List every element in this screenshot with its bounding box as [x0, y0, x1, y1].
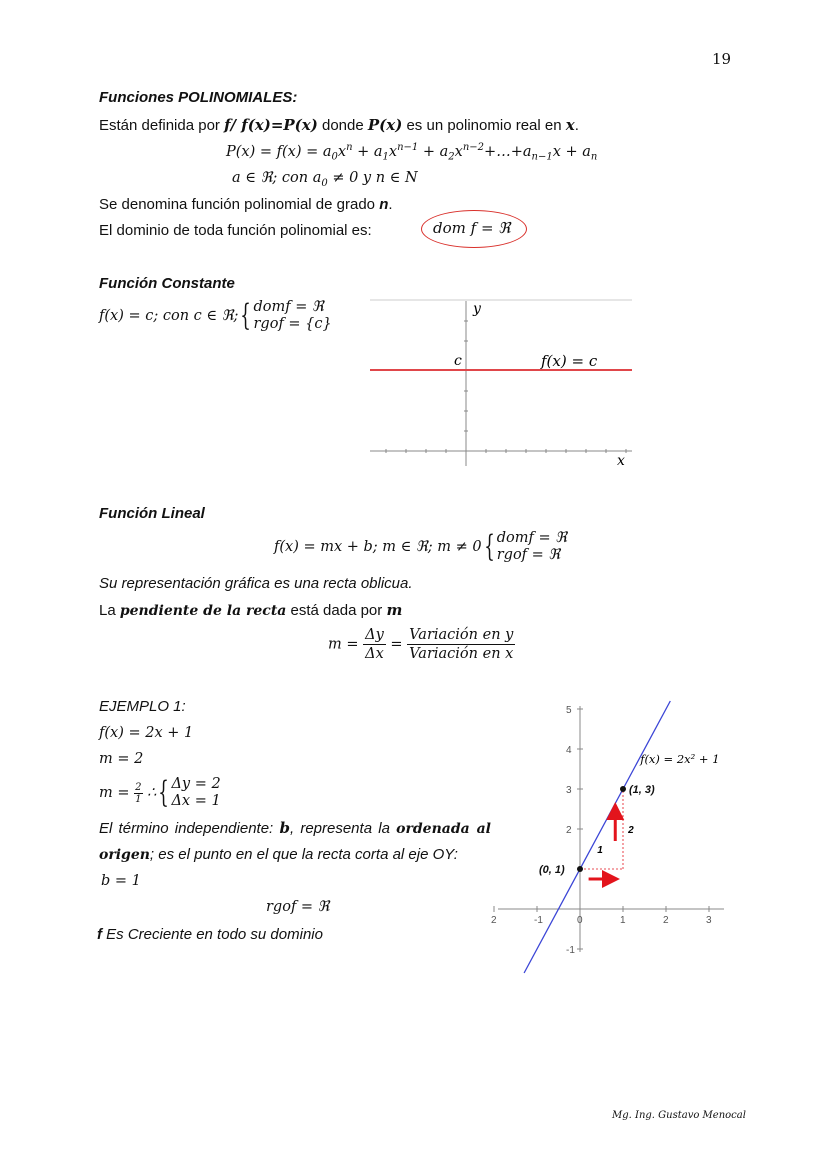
x-tick-label: 2	[491, 915, 497, 926]
x-tick-label: 0	[577, 915, 583, 926]
pendiente-text	[99, 601, 402, 619]
oblicua-text: Su representación gráfica es una recta oblicua.	[99, 575, 413, 592]
term-ordenada: ordenada al	[396, 821, 491, 837]
lineal-rg: rgof = ℜ	[496, 547, 561, 563]
ejemplo-f: f(x) = 2x + 1	[99, 725, 194, 741]
function-label: f(x) = 2x² + 1	[640, 752, 720, 766]
intro-text-mid: donde	[317, 117, 368, 134]
point-label: (1, 3)	[629, 784, 655, 796]
formula-lhs: P(x) = f(x) = a	[226, 143, 332, 160]
y-tick-label: -1	[566, 945, 575, 956]
delta-y-label: 2	[628, 825, 634, 836]
grado-text	[99, 196, 393, 213]
lineal-f: f(x) = mx + b; m ∈ ℜ; m ≠ 0	[274, 539, 482, 555]
equals: =	[390, 636, 403, 653]
linear-function-chart	[491, 700, 728, 962]
termino-line-2	[99, 846, 458, 863]
x-tick-label: 3	[706, 915, 712, 926]
pend-m: m	[386, 601, 403, 619]
m-num: 2	[135, 781, 142, 793]
condition-text: a ∈ ℜ; con a	[232, 170, 322, 186]
lineal-dom: domf = ℜ	[496, 530, 568, 546]
y-tick-label: 2	[566, 825, 572, 836]
section-title-lineal: Función Lineal	[99, 505, 205, 522]
polinomial-intro	[99, 116, 579, 134]
constante-f: f(x) = c; con c ∈ ℜ;	[99, 308, 239, 324]
ejemplo-m-fraction	[99, 776, 221, 810]
section-title-polinomiales: Funciones POLINOMIALES:	[99, 89, 298, 106]
footer-author: Mg. Ing. Gustavo Menocal	[612, 1110, 746, 1121]
ejemplo-title: EJEMPLO 1:	[99, 698, 186, 715]
m-den: 1	[135, 793, 142, 805]
pend-mid: está dada por	[286, 602, 387, 619]
condition-rest: ≠ 0 y n ∈ N	[327, 170, 418, 186]
m-eq: m =	[328, 636, 359, 653]
pend-pre: La	[99, 602, 120, 619]
creciente-rest: Es Creciente en todo su dominio	[102, 926, 323, 943]
pend-bold: pendiente de la recta	[119, 603, 287, 619]
grado-n: n	[379, 196, 389, 213]
constante-dom: domf = ℜ	[253, 299, 324, 315]
intro-x: x	[565, 116, 575, 134]
brace: {	[158, 775, 170, 810]
x-tick-label: 2	[663, 915, 669, 926]
f-label: f(x) = c	[541, 352, 598, 370]
termino-line-1	[99, 819, 491, 837]
polynomial-condition: a ∈ ℜ; con $a_0 \ne 0$ y n ∈ N	[232, 170, 418, 189]
intro-text: Están definida por	[99, 117, 225, 134]
term-origen: origen	[99, 847, 150, 863]
term-b: b	[279, 819, 290, 837]
point-marker	[577, 866, 583, 872]
constante-rg: rgof = {c}	[253, 316, 332, 332]
lineal-formula	[274, 530, 567, 564]
polynomial-formula: $P(x) = f(x) = a_0x^n + a_1x^{n-1}$ + $a_2x^{n-2}+\dots+a_{n-1}x + a_n$	[226, 142, 598, 163]
creciente-text	[97, 926, 323, 943]
delta-x: Δx	[365, 646, 384, 662]
variacion-x: Variación en x	[409, 646, 514, 662]
y-axis-label: y	[473, 301, 481, 317]
section-title-constante: Función Constante	[99, 275, 235, 292]
x-tick-label: -1	[534, 915, 543, 926]
delta-y: Δy	[365, 627, 384, 643]
grado-pre: Se denomina función polinomial de grado	[99, 196, 380, 213]
creciente-f: f	[97, 926, 102, 943]
grado-dot: .	[388, 196, 393, 213]
delta-x-label: 1	[597, 845, 603, 856]
x-axis-label: x	[617, 453, 625, 469]
constante-formula	[99, 299, 332, 333]
constant-function-graph	[366, 296, 634, 470]
m-frac-pre: m =	[99, 785, 130, 801]
dominio-formula: dom f = ℜ	[433, 219, 511, 237]
ejemplo-rgof: rgof = ℜ	[266, 899, 330, 915]
ejemplo-m: m = 2	[99, 751, 144, 767]
brace: {	[483, 529, 495, 564]
term-2: , representa la	[289, 820, 397, 837]
term-1: El término independiente:	[99, 820, 280, 837]
ejemplo-dy: Δy = 2	[171, 776, 221, 792]
intro-f: f/ f(x)=P(x)	[224, 116, 318, 134]
ejemplo-dx: Δx = 1	[171, 793, 221, 809]
y-tick-label: 3	[566, 785, 572, 796]
c-label: c	[454, 353, 462, 369]
x-tick-label: 1	[620, 915, 626, 926]
y-tick-label: 5	[566, 705, 572, 716]
point-marker	[620, 786, 626, 792]
dominio-text: El dominio de toda función polinomial es:	[99, 222, 372, 239]
term-3: ; es el punto en el que la recta corta al eje OY:	[149, 846, 458, 863]
brace: {	[240, 298, 252, 333]
y-tick-label: 4	[566, 745, 572, 756]
intro-dot: .	[574, 117, 579, 134]
variacion-y: Variación en y	[409, 627, 514, 643]
ejemplo-b: b = 1	[101, 873, 141, 889]
intro-P: P(x)	[367, 116, 403, 134]
page-number: 19	[712, 50, 732, 68]
therefore: ∴	[147, 785, 157, 801]
slope-formula	[328, 626, 515, 663]
function-line	[524, 701, 670, 973]
intro-text-post: es un polinomio real en	[402, 117, 566, 134]
point-label: (0, 1)	[539, 864, 565, 876]
